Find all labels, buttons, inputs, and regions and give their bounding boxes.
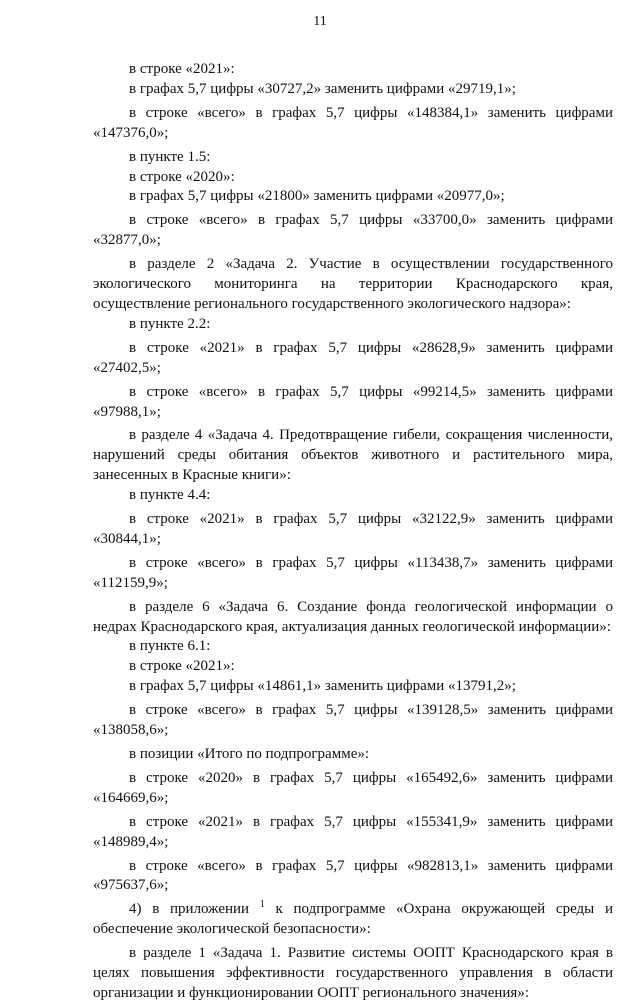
paragraph: в пункте 1.5: [129, 148, 211, 165]
paragraph: в строке «всего» в графах 5,7 цифры «99214,5» заменить цифрами «97988,1»; [93, 383, 613, 420]
paragraph: в разделе 1 «Задача 1. Развитие системы ООПТ Краснодарского края в целях повышения эффективности государственного управления в области организации и функционировании ООПТ регионального значения»: [93, 945, 613, 1001]
paragraph: в строке «всего» в графах 5,7 цифры «113438,7» заменить цифрами «112159,9»; [93, 554, 613, 591]
item4-superscript: 1 [259, 899, 265, 911]
paragraph: в разделе 2 «Задача 2. Участие в осуществлении государственного экологического мониторинга на территории Краснодарского края, осуществление регионального государственного экологического надзора»: [93, 256, 613, 312]
paragraph: в строке «всего» в графах 5,7 цифры «148384,1» заменить цифрами «147376,0»; [93, 104, 613, 141]
paragraph: в строке «2020»: [129, 168, 235, 185]
paragraph: в разделе 4 «Задача 4. Предотвращение гибели, сокращения численности, нарушений среды обитания объектов животного и растительного мира, занесенных в Красные книги»: [93, 427, 613, 484]
paragraph: в графах 5,7 цифры «30727,2» заменить цифрами «29719,1»; [129, 80, 516, 97]
paragraph: в графах 5,7 цифры «14861,1» заменить цифрами «13791,2»; [129, 678, 516, 695]
paragraph: в строке «всего» в графах 5,7 цифры «982813,1» заменить цифрами «975637,6»; [93, 857, 613, 894]
page-number: 11 [313, 14, 327, 29]
paragraph: в строке «2021»: [129, 61, 235, 77]
paragraph: в пункте 2.2: [129, 315, 211, 332]
item4-lead: 4) в приложении [129, 901, 260, 918]
paragraph: в пункте 6.1: [129, 638, 211, 655]
paragraph: в графах 5,7 цифры «21800» заменить цифрами «20977,0»; [129, 188, 505, 205]
paragraph: в строке «2020» в графах 5,7 цифры «165492,6» заменить цифрами «164669,6»; [93, 769, 613, 806]
paragraph: в строке «всего» в графах 5,7 цифры «33700,0» заменить цифрами «32877,0»; [93, 212, 613, 249]
paragraph: в строке «всего» в графах 5,7 цифры «139128,5» заменить цифрами «138058,6»; [93, 702, 613, 739]
item4-rest: к подпрограмме «Охрана окружающей среды и обеспечение экологической безопасности»: [93, 901, 613, 938]
paragraph: в позиции «Итого по подпрограмме»: [129, 746, 370, 762]
paragraph: в пункте 4.4: [129, 487, 211, 504]
paragraph: в строке «2021» в графах 5,7 цифры «32122,9» заменить цифрами «30844,1»; [93, 511, 613, 547]
paragraph: в строке «2021»: [129, 658, 235, 675]
paragraph: в строке «2021» в графах 5,7 цифры «155341,9» заменить цифрами «148989,4»; [93, 813, 613, 850]
paragraph: в строке «2021» в графах 5,7 цифры «28628,9» заменить цифрами «27402,5»; [93, 339, 613, 376]
paragraph: в разделе 6 «Задача 6. Создание фонда геологической информации о недрах Краснодарского края, актуализация данных геологической информации»: [93, 598, 613, 635]
document-body [93, 60, 613, 1004]
paragraph-item-4 [93, 900, 613, 940]
